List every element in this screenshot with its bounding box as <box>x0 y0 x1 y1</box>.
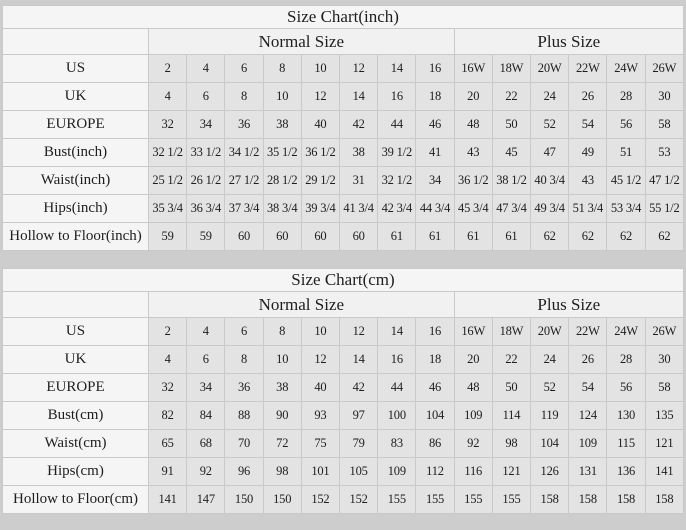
size-value-cell: 119 <box>531 402 569 430</box>
table-row <box>3 402 684 430</box>
size-value-cell: 158 <box>569 486 607 514</box>
size-value-cell: 141 <box>645 458 683 486</box>
size-value-cell: 41 <box>416 139 454 167</box>
table-row <box>3 55 684 83</box>
size-value-cell: 116 <box>454 458 492 486</box>
size-value-cell: 22W <box>569 318 607 346</box>
size-value-cell: 20 <box>454 346 492 374</box>
row-label: Bust(inch) <box>3 139 149 167</box>
size-value-cell: 16 <box>416 55 454 83</box>
size-value-cell: 10 <box>263 83 301 111</box>
size-value-cell: 34 <box>416 167 454 195</box>
size-value-cell: 97 <box>340 402 378 430</box>
size-value-cell: 104 <box>531 430 569 458</box>
size-value-cell: 46 <box>416 111 454 139</box>
size-value-cell: 155 <box>416 486 454 514</box>
size-value-cell: 158 <box>645 486 683 514</box>
size-value-cell: 44 3/4 <box>416 195 454 223</box>
size-value-cell: 130 <box>607 402 645 430</box>
normal-size-header: Normal Size <box>149 292 455 318</box>
size-value-cell: 62 <box>645 223 683 251</box>
size-value-cell: 124 <box>569 402 607 430</box>
size-value-cell: 16 <box>378 83 416 111</box>
table-row <box>3 486 684 514</box>
size-value-cell: 59 <box>187 223 225 251</box>
row-label: Hips(cm) <box>3 458 149 486</box>
size-value-cell: 26 1/2 <box>187 167 225 195</box>
size-value-cell: 2 <box>149 318 187 346</box>
size-value-cell: 84 <box>187 402 225 430</box>
size-value-cell: 32 <box>149 374 187 402</box>
title-row <box>3 269 684 292</box>
size-value-cell: 6 <box>225 318 263 346</box>
size-value-cell: 36 1/2 <box>454 167 492 195</box>
size-value-cell: 38 <box>263 374 301 402</box>
size-value-cell: 39 1/2 <box>378 139 416 167</box>
size-value-cell: 6 <box>187 346 225 374</box>
size-value-cell: 36 3/4 <box>187 195 225 223</box>
size-value-cell: 50 <box>492 111 530 139</box>
table-row <box>3 346 684 374</box>
size-value-cell: 61 <box>492 223 530 251</box>
size-value-cell: 30 <box>645 83 683 111</box>
size-value-cell: 49 3/4 <box>531 195 569 223</box>
size-value-cell: 92 <box>454 430 492 458</box>
size-value-cell: 18W <box>492 318 530 346</box>
size-value-cell: 4 <box>149 83 187 111</box>
table-title: Size Chart(inch) <box>3 6 684 29</box>
size-value-cell: 158 <box>531 486 569 514</box>
row-label: EUROPE <box>3 111 149 139</box>
size-value-cell: 47 1/2 <box>645 167 683 195</box>
size-value-cell: 47 <box>531 139 569 167</box>
size-value-cell: 40 3/4 <box>531 167 569 195</box>
size-value-cell: 68 <box>187 430 225 458</box>
size-value-cell: 59 <box>149 223 187 251</box>
size-value-cell: 38 <box>263 111 301 139</box>
size-value-cell: 10 <box>301 318 339 346</box>
size-value-cell: 20W <box>531 318 569 346</box>
table-row <box>3 318 684 346</box>
size-value-cell: 60 <box>301 223 339 251</box>
size-value-cell: 79 <box>340 430 378 458</box>
table-row <box>3 111 684 139</box>
table-row <box>3 374 684 402</box>
size-value-cell: 90 <box>263 402 301 430</box>
size-value-cell: 36 <box>225 111 263 139</box>
size-value-cell: 147 <box>187 486 225 514</box>
size-value-cell: 12 <box>340 318 378 346</box>
size-value-cell: 52 <box>531 374 569 402</box>
size-value-cell: 14 <box>378 55 416 83</box>
size-value-cell: 58 <box>645 374 683 402</box>
size-chart-cm-body <box>3 318 684 514</box>
size-value-cell: 54 <box>569 374 607 402</box>
size-value-cell: 152 <box>340 486 378 514</box>
size-value-cell: 58 <box>645 111 683 139</box>
size-value-cell: 28 <box>607 83 645 111</box>
size-value-cell: 26W <box>645 55 683 83</box>
size-value-cell: 136 <box>607 458 645 486</box>
size-value-cell: 54 <box>569 111 607 139</box>
size-value-cell: 155 <box>492 486 530 514</box>
size-value-cell: 2 <box>149 55 187 83</box>
size-value-cell: 100 <box>378 402 416 430</box>
size-value-cell: 10 <box>301 55 339 83</box>
size-value-cell: 4 <box>187 55 225 83</box>
size-value-cell: 43 <box>454 139 492 167</box>
table-row <box>3 430 684 458</box>
size-value-cell: 96 <box>225 458 263 486</box>
size-value-cell: 53 <box>645 139 683 167</box>
size-value-cell: 26 <box>569 346 607 374</box>
size-value-cell: 109 <box>378 458 416 486</box>
size-value-cell: 22W <box>569 55 607 83</box>
size-value-cell: 28 <box>607 346 645 374</box>
size-value-cell: 35 3/4 <box>149 195 187 223</box>
size-value-cell: 65 <box>149 430 187 458</box>
table-row <box>3 83 684 111</box>
size-value-cell: 8 <box>263 318 301 346</box>
size-value-cell: 38 <box>340 139 378 167</box>
size-value-cell: 40 <box>301 374 339 402</box>
size-value-cell: 40 <box>301 111 339 139</box>
row-label: Hollow to Floor(cm) <box>3 486 149 514</box>
size-value-cell: 31 <box>340 167 378 195</box>
size-value-cell: 126 <box>531 458 569 486</box>
size-value-cell: 61 <box>378 223 416 251</box>
size-value-cell: 155 <box>378 486 416 514</box>
size-value-cell: 70 <box>225 430 263 458</box>
size-value-cell: 37 3/4 <box>225 195 263 223</box>
size-value-cell: 24W <box>607 55 645 83</box>
size-value-cell: 45 3/4 <box>454 195 492 223</box>
size-value-cell: 42 <box>340 374 378 402</box>
size-value-cell: 4 <box>187 318 225 346</box>
size-value-cell: 24W <box>607 318 645 346</box>
size-value-cell: 26 <box>569 83 607 111</box>
size-value-cell: 18 <box>416 83 454 111</box>
size-value-cell: 16 <box>378 346 416 374</box>
size-value-cell: 14 <box>340 346 378 374</box>
size-value-cell: 16W <box>454 318 492 346</box>
row-label: Hips(inch) <box>3 195 149 223</box>
row-label: US <box>3 318 149 346</box>
size-value-cell: 8 <box>225 83 263 111</box>
size-value-cell: 101 <box>301 458 339 486</box>
size-value-cell: 20 <box>454 83 492 111</box>
size-value-cell: 72 <box>263 430 301 458</box>
table-row <box>3 139 684 167</box>
size-value-cell: 44 <box>378 374 416 402</box>
size-value-cell: 86 <box>416 430 454 458</box>
size-value-cell: 60 <box>263 223 301 251</box>
size-value-cell: 52 <box>531 111 569 139</box>
size-value-cell: 32 <box>149 111 187 139</box>
size-value-cell: 93 <box>301 402 339 430</box>
size-value-cell: 45 <box>492 139 530 167</box>
size-value-cell: 152 <box>301 486 339 514</box>
size-value-cell: 12 <box>340 55 378 83</box>
size-value-cell: 30 <box>645 346 683 374</box>
size-value-cell: 112 <box>416 458 454 486</box>
size-value-cell: 150 <box>225 486 263 514</box>
size-value-cell: 51 3/4 <box>569 195 607 223</box>
size-value-cell: 12 <box>301 83 339 111</box>
size-chart-cm-panel <box>2 268 684 514</box>
size-value-cell: 14 <box>340 83 378 111</box>
size-value-cell: 88 <box>225 402 263 430</box>
size-chart-inch-table <box>2 5 684 251</box>
size-value-cell: 48 <box>454 374 492 402</box>
size-value-cell: 98 <box>263 458 301 486</box>
size-value-cell: 55 1/2 <box>645 195 683 223</box>
size-value-cell: 33 1/2 <box>187 139 225 167</box>
size-value-cell: 141 <box>149 486 187 514</box>
size-value-cell: 34 1/2 <box>225 139 263 167</box>
size-value-cell: 24 <box>531 83 569 111</box>
size-value-cell: 38 3/4 <box>263 195 301 223</box>
table-row <box>3 167 684 195</box>
size-value-cell: 61 <box>416 223 454 251</box>
size-value-cell: 62 <box>569 223 607 251</box>
size-value-cell: 60 <box>340 223 378 251</box>
size-value-cell: 92 <box>187 458 225 486</box>
size-value-cell: 150 <box>263 486 301 514</box>
size-value-cell: 135 <box>645 402 683 430</box>
size-value-cell: 131 <box>569 458 607 486</box>
row-label: Bust(cm) <box>3 402 149 430</box>
corner-cell <box>3 29 149 55</box>
size-value-cell: 18 <box>416 346 454 374</box>
size-value-cell: 16 <box>416 318 454 346</box>
size-value-cell: 42 3/4 <box>378 195 416 223</box>
size-value-cell: 75 <box>301 430 339 458</box>
row-label: UK <box>3 346 149 374</box>
size-value-cell: 51 <box>607 139 645 167</box>
size-value-cell: 10 <box>263 346 301 374</box>
size-value-cell: 98 <box>492 430 530 458</box>
size-value-cell: 25 1/2 <box>149 167 187 195</box>
size-value-cell: 155 <box>454 486 492 514</box>
size-value-cell: 8 <box>225 346 263 374</box>
size-value-cell: 44 <box>378 111 416 139</box>
size-value-cell: 47 3/4 <box>492 195 530 223</box>
size-value-cell: 36 <box>225 374 263 402</box>
size-value-cell: 4 <box>149 346 187 374</box>
size-value-cell: 43 <box>569 167 607 195</box>
size-value-cell: 20W <box>531 55 569 83</box>
page <box>0 5 686 530</box>
size-value-cell: 27 1/2 <box>225 167 263 195</box>
size-value-cell: 28 1/2 <box>263 167 301 195</box>
row-label: Waist(inch) <box>3 167 149 195</box>
size-value-cell: 49 <box>569 139 607 167</box>
size-value-cell: 61 <box>454 223 492 251</box>
size-value-cell: 91 <box>149 458 187 486</box>
size-value-cell: 34 <box>187 374 225 402</box>
size-value-cell: 41 3/4 <box>340 195 378 223</box>
row-label: Hollow to Floor(inch) <box>3 223 149 251</box>
row-label: Waist(cm) <box>3 430 149 458</box>
size-chart-inch-body <box>3 55 684 251</box>
size-value-cell: 42 <box>340 111 378 139</box>
size-value-cell: 46 <box>416 374 454 402</box>
title-row <box>3 6 684 29</box>
size-value-cell: 32 1/2 <box>378 167 416 195</box>
table-title: Size Chart(cm) <box>3 269 684 292</box>
size-value-cell: 35 1/2 <box>263 139 301 167</box>
size-value-cell: 104 <box>416 402 454 430</box>
size-value-cell: 22 <box>492 83 530 111</box>
size-chart-inch-panel <box>2 5 684 251</box>
row-label: UK <box>3 83 149 111</box>
normal-size-header: Normal Size <box>149 29 455 55</box>
size-value-cell: 34 <box>187 111 225 139</box>
size-value-cell: 29 1/2 <box>301 167 339 195</box>
size-value-cell: 121 <box>645 430 683 458</box>
size-value-cell: 39 3/4 <box>301 195 339 223</box>
size-value-cell: 16W <box>454 55 492 83</box>
size-value-cell: 158 <box>607 486 645 514</box>
row-label: EUROPE <box>3 374 149 402</box>
size-value-cell: 8 <box>263 55 301 83</box>
size-value-cell: 18W <box>492 55 530 83</box>
size-value-cell: 121 <box>492 458 530 486</box>
table-row <box>3 223 684 251</box>
size-value-cell: 26W <box>645 318 683 346</box>
size-value-cell: 115 <box>607 430 645 458</box>
row-label: US <box>3 55 149 83</box>
size-value-cell: 12 <box>301 346 339 374</box>
table-row <box>3 458 684 486</box>
size-value-cell: 62 <box>531 223 569 251</box>
size-value-cell: 24 <box>531 346 569 374</box>
size-value-cell: 6 <box>187 83 225 111</box>
size-value-cell: 62 <box>607 223 645 251</box>
size-value-cell: 22 <box>492 346 530 374</box>
size-chart-cm-table <box>2 268 684 514</box>
size-value-cell: 48 <box>454 111 492 139</box>
size-value-cell: 109 <box>454 402 492 430</box>
size-value-cell: 53 3/4 <box>607 195 645 223</box>
size-value-cell: 45 1/2 <box>607 167 645 195</box>
size-value-cell: 56 <box>607 374 645 402</box>
plus-size-header: Plus Size <box>454 29 683 55</box>
size-value-cell: 114 <box>492 402 530 430</box>
size-value-cell: 82 <box>149 402 187 430</box>
corner-cell <box>3 292 149 318</box>
group-header-row <box>3 292 684 318</box>
size-value-cell: 83 <box>378 430 416 458</box>
size-value-cell: 6 <box>225 55 263 83</box>
size-value-cell: 109 <box>569 430 607 458</box>
size-value-cell: 60 <box>225 223 263 251</box>
size-value-cell: 105 <box>340 458 378 486</box>
plus-size-header: Plus Size <box>454 292 683 318</box>
size-value-cell: 14 <box>378 318 416 346</box>
size-value-cell: 36 1/2 <box>301 139 339 167</box>
table-row <box>3 195 684 223</box>
size-value-cell: 50 <box>492 374 530 402</box>
size-value-cell: 56 <box>607 111 645 139</box>
size-value-cell: 32 1/2 <box>149 139 187 167</box>
group-header-row <box>3 29 684 55</box>
size-value-cell: 38 1/2 <box>492 167 530 195</box>
